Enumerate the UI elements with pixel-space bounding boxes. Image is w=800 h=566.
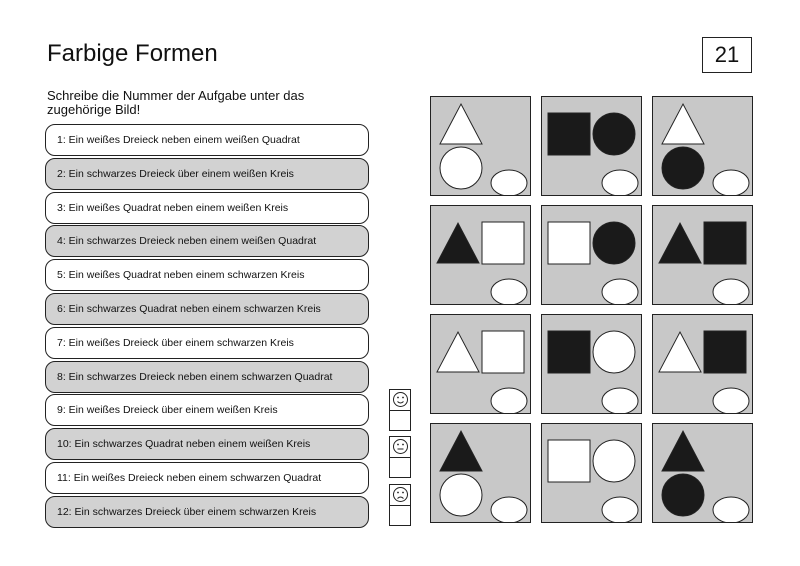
white-square-icon	[548, 222, 590, 264]
answer-oval[interactable]	[713, 279, 749, 304]
answer-oval[interactable]	[602, 170, 638, 195]
white-triangle-icon	[437, 332, 479, 372]
answer-divider	[390, 505, 410, 506]
task-item: 2: Ein schwarzes Dreieck über einem weißen Kreis	[45, 158, 369, 190]
picture-card	[652, 314, 753, 414]
answer-oval[interactable]	[713, 170, 749, 195]
answer-oval[interactable]	[713, 388, 749, 413]
task-item: 3: Ein weißes Quadrat neben einem weißen Kreis	[45, 192, 369, 224]
page-title: Farbige Formen	[47, 40, 218, 67]
white-triangle-icon	[659, 332, 701, 372]
black-square-icon	[704, 331, 746, 373]
picture-card	[430, 96, 531, 196]
smiley-box-neutral[interactable]	[389, 436, 411, 478]
task-item: 4: Ein schwarzes Dreieck neben einem weißen Quadrat	[45, 225, 369, 257]
answer-oval[interactable]	[491, 497, 527, 522]
white-square-icon	[482, 331, 524, 373]
picture-card	[430, 423, 531, 523]
black-triangle-icon	[659, 223, 701, 263]
answer-oval[interactable]	[491, 388, 527, 413]
task-item: 11: Ein weißes Dreieck neben einem schwarzen Quadrat	[45, 462, 369, 494]
white-circle-icon	[593, 440, 635, 482]
white-circle-icon	[440, 147, 482, 189]
white-triangle-icon	[440, 104, 482, 144]
picture-card	[541, 96, 642, 196]
white-square-icon	[548, 440, 590, 482]
picture-card	[541, 314, 642, 414]
answer-oval[interactable]	[602, 497, 638, 522]
answer-divider	[390, 457, 410, 458]
neutral-face-icon	[392, 438, 409, 455]
black-triangle-icon	[440, 431, 482, 471]
picture-card	[652, 423, 753, 523]
black-square-icon	[704, 222, 746, 264]
instruction-text: Schreibe die Nummer der Aufgabe unter das zugehörige Bild!	[47, 88, 305, 117]
answer-divider	[390, 410, 410, 411]
smiley-box-happy[interactable]	[389, 389, 411, 431]
task-item: 10: Ein schwarzes Quadrat neben einem weißen Kreis	[45, 428, 369, 460]
white-circle-icon	[593, 331, 635, 373]
happy-face-icon	[392, 391, 409, 408]
task-item: 1: Ein weißes Dreieck neben einem weißen Quadrat	[45, 124, 369, 156]
black-triangle-icon	[662, 431, 704, 471]
task-item: 12: Ein schwarzes Dreieck über einem schwarzen Kreis	[45, 496, 369, 528]
black-square-icon	[548, 113, 590, 155]
picture-card	[652, 205, 753, 305]
task-item: 7: Ein weißes Dreieck über einem schwarzen Kreis	[45, 327, 369, 359]
white-circle-icon	[440, 474, 482, 516]
picture-card	[430, 314, 531, 414]
answer-oval[interactable]	[602, 388, 638, 413]
white-triangle-icon	[662, 104, 704, 144]
black-circle-icon	[593, 113, 635, 155]
answer-oval[interactable]	[602, 279, 638, 304]
task-item: 6: Ein schwarzes Quadrat neben einem schwarzen Kreis	[45, 293, 369, 325]
picture-card	[541, 423, 642, 523]
answer-oval[interactable]	[713, 497, 749, 522]
black-circle-icon	[593, 222, 635, 264]
white-square-icon	[482, 222, 524, 264]
page-number: 21	[702, 37, 752, 73]
black-triangle-icon	[437, 223, 479, 263]
black-circle-icon	[662, 147, 704, 189]
task-item: 9: Ein weißes Dreieck über einem weißen Kreis	[45, 394, 369, 426]
picture-card	[652, 96, 753, 196]
answer-oval[interactable]	[491, 279, 527, 304]
smiley-box-sad[interactable]	[389, 484, 411, 526]
sad-face-icon	[392, 486, 409, 503]
picture-card	[541, 205, 642, 305]
task-item: 8: Ein schwarzes Dreieck neben einem schwarzen Quadrat	[45, 361, 369, 393]
answer-oval[interactable]	[491, 170, 527, 195]
task-item: 5: Ein weißes Quadrat neben einem schwarzen Kreis	[45, 259, 369, 291]
black-square-icon	[548, 331, 590, 373]
picture-card	[430, 205, 531, 305]
black-circle-icon	[662, 474, 704, 516]
